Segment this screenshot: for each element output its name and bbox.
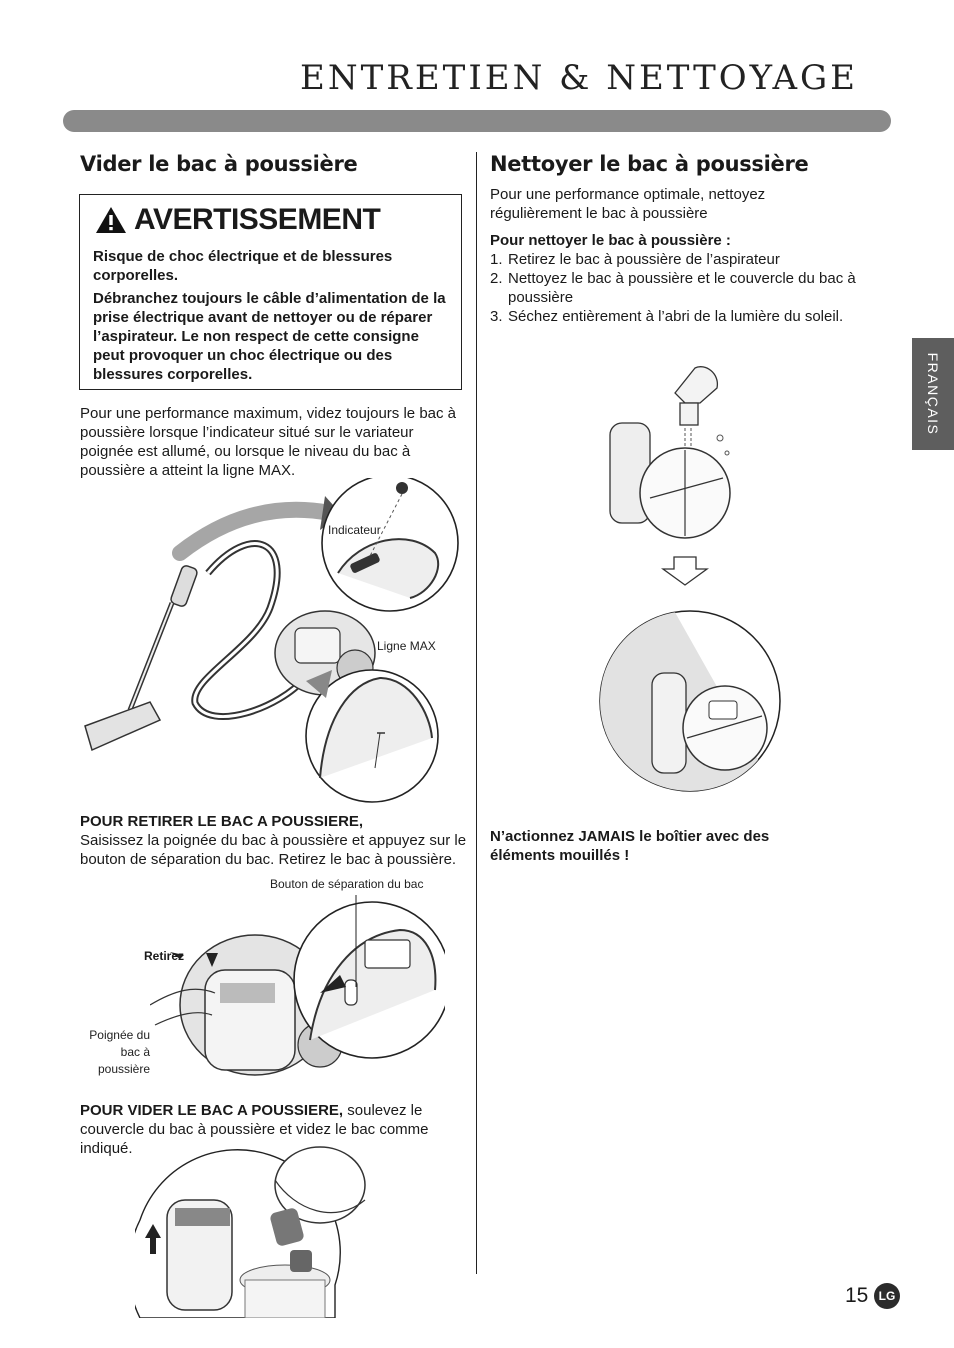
- empty-title: POUR VIDER LE BAC A POUSSIERE,: [80, 1102, 344, 1119]
- remove-title: POUR RETIRER LE BAC A POUSSIERE,: [80, 813, 364, 830]
- warning-line-2: Débranchez toujours le câble d’alimentation de la prise électrique avant de nettoyer ou de réparer l’aspirateur. Le non respect de cette consigne peut provoquer un choc électrique ou des blessures corporelles.: [93, 290, 446, 383]
- indicator-label: Indicateur: [328, 523, 381, 537]
- warning-line-1: Risque de choc électrique et de blessures corporelles.: [93, 248, 393, 284]
- release-button-label: Bouton de séparation du bac: [270, 877, 424, 891]
- empty-bin-figure: [135, 1140, 375, 1318]
- drying-figure: [597, 598, 783, 804]
- step-item: 3. Séchez entièrement à l’abri de la lumière du soleil.: [490, 308, 844, 325]
- step-item: 1. Retirez le bac à poussière de l’aspirateur: [490, 251, 780, 268]
- right-intro: Pour une performance optimale, nettoyez régulièrement le bac à poussière: [490, 186, 766, 222]
- left-heading: Vider le bac à poussière: [80, 152, 358, 176]
- wet-parts-warning: N’actionnez JAMAIS le boîtier avec des éléments mouillés !: [490, 828, 770, 864]
- page-number: 15: [845, 1284, 869, 1307]
- warning-triangle-icon: [94, 205, 128, 235]
- column-divider: [476, 152, 477, 1274]
- warning-label: AVERTISSEMENT: [134, 203, 381, 236]
- step-item: 2. Nettoyez le bac à poussière et le couvercle du bac à poussière: [490, 270, 856, 306]
- max-line-label: Ligne MAX: [377, 639, 436, 653]
- down-arrow-icon: [660, 555, 710, 587]
- warning-box: [79, 194, 462, 390]
- left-intro: Pour une performance maximum, videz toujours le bac à poussière lorsque l’indicateur situé sur le variateur poignée est allumé, ou lorsque le niveau du bac à poussière a atteint la ligne MAX.: [80, 405, 457, 479]
- empty-text: soulevez le couvercle du bac à poussière et videz le bac comme indiqué.: [80, 1102, 429, 1157]
- handle-label: Poignée du bac à poussière: [89, 1028, 150, 1076]
- lg-logo: LG: [874, 1283, 900, 1309]
- steps-title: Pour nettoyer le bac à poussière :: [490, 232, 731, 249]
- washing-figure: [605, 358, 750, 543]
- page-title: ENTRETIEN & NETTOYAGE: [300, 58, 858, 98]
- language-tab-label: FRANÇAIS: [925, 352, 941, 436]
- right-heading: Nettoyer le bac à poussière: [490, 152, 809, 176]
- cleaning-steps: [490, 250, 860, 326]
- title-bar: [63, 110, 891, 132]
- remove-bin-figure: [150, 895, 445, 1095]
- remove-text: Saisissez la poignée du bac à poussière et appuyez sur le bouton de séparation du bac. Retirez le bac à poussière.: [80, 832, 467, 868]
- language-tab: [912, 338, 954, 450]
- pull-label: Retirez: [144, 949, 185, 963]
